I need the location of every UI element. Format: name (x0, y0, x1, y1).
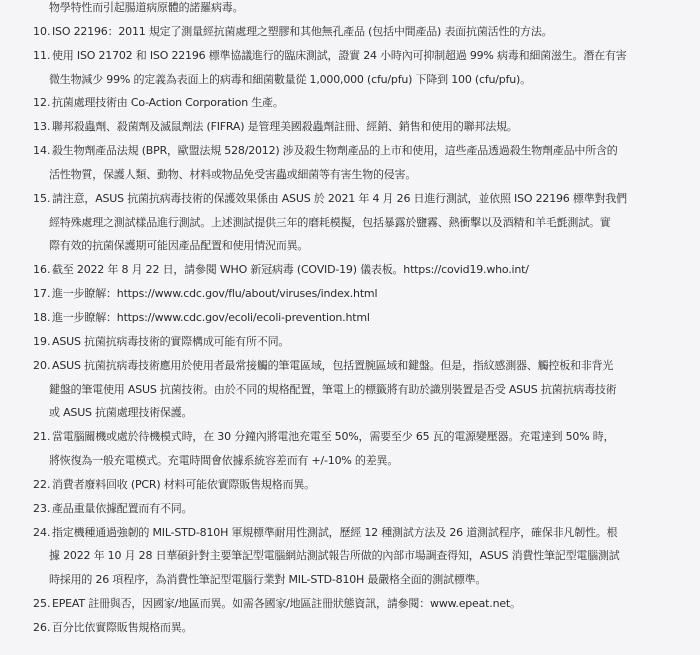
footnote-text: ISO 22196：2011 規定了測量經抗菌處理之塑膠和其他無孔產品 (包括中間產品) 表面抗菌活性的方法。 (52, 24, 553, 38)
footnote-item (0, 521, 700, 545)
footnote-text: 進一步瞭解：https://www.cdc.gov/flu/about/viruses/index.html (52, 287, 378, 301)
footnote-item-continuation (0, 234, 700, 258)
footnote-number: 11. (33, 48, 51, 62)
footnote-number: 25. (33, 597, 51, 611)
footnote-number: 26. (33, 620, 51, 634)
footnote-item-continuation (0, 163, 700, 187)
footnote-text: 將恢復為一般充電模式。充電時間會依據系統容差而有 +/-10% 的差異。 (49, 454, 399, 468)
footnote-item-continuation (0, 449, 700, 473)
footnote-item (0, 306, 700, 330)
footnote-text: 殺生物劑產品法規 (BPR，歐盟法規 528/2012) 涉及殺生物劑產品的上市和使用，這些產品透過殺生物劑產品中所含的 (52, 144, 618, 158)
footnote-text: 經特殊處理之測試樣品進行測試。上述測試提供三年的磨耗模擬，包括暴露於鹽霧、熱衝擊以及酒精和羊毛氈測試。實 (49, 215, 611, 229)
footnote-number: 19. (33, 334, 51, 348)
footnote-item (0, 115, 700, 139)
footnote-item-continuation (0, 544, 700, 568)
footnote-item (0, 20, 700, 44)
footnote-number: 16. (33, 263, 51, 277)
footnote-text: 使用 ISO 21702 和 ISO 22196 標準協議進行的臨床測試，證實 24 小時內可抑制超過 99% 病毒和細菌滋生。潛在有害 (52, 48, 627, 62)
footnote-item-continuation (0, 378, 700, 402)
footnote-text: 截至 2022 年 8 月 22 日，請參閱 WHO 新冠病毒 (COVID-19) 儀表板。https://covid19.who.int/ (52, 263, 529, 277)
footnote-number: 23. (33, 501, 51, 515)
footnote-text: EPEAT 註冊與否，因國家/地區而異。如需各國家/地區註冊狀態資訊，請參閱：www.epeat.net。 (52, 597, 521, 611)
footnote-item (0, 139, 700, 163)
footnote-text: 消費者廢料回收 (PCR) 材料可能依實際販售規格而異。 (52, 477, 315, 491)
footnote-item (0, 425, 700, 449)
footnote-text: 際有效的抗菌保護期可能因產品配置和使用情況而異。 (49, 239, 309, 253)
footnote-item (0, 91, 700, 115)
footnote-text: 微生物減少 99% 的定義為表面上的病毒和細菌數量從 1,000,000 (cfu/pfu) 下降到 100 (cfu/pfu)。 (49, 72, 531, 86)
footnote-number: 15. (33, 191, 51, 205)
footnote-text: ASUS 抗菌抗病毒技術的實際構成可能有所不同。 (52, 334, 290, 348)
footnote-item-continuation (0, 568, 700, 592)
footnote-item (0, 44, 700, 68)
footnote-text: 當電腦關機或處於待機模式時，在 30 分鐘內將電池充電至 50%，需要至少 65 瓦的電源變壓器。充電達到 50% 時， (52, 430, 615, 444)
footnote-item-continuation (0, 401, 700, 425)
footnote-text: 百分比依實際販售規格而異。 (52, 620, 193, 634)
footnote-text: 據 2022 年 10 月 28 日華碩針對主要筆記型電腦網站測試報告所做的內部市場調查得知，ASUS 消費性筆記型電腦測試 (49, 549, 620, 563)
footnote-number: 18. (33, 310, 51, 324)
footnote-number: 24. (33, 525, 51, 539)
footnote-text: 活性物質，保護人類、動物、材料或物品免受害蟲或細菌等有害生物的侵害。 (49, 167, 417, 181)
footnote-text: 請注意，ASUS 抗菌抗病毒技術的保護效果係由 ASUS 於 2021 年 4 月 26 日進行測試，並依照 ISO 22196 標準對我們 (52, 191, 627, 205)
footnote-text: 時採用的 26 項程序，為消費性筆記型電腦行業對 MIL-STD-810H 最嚴格全面的測試標準。 (49, 573, 487, 587)
footnote-text: 抗菌處理技術由 Co-Action Corporation 生產。 (52, 96, 284, 110)
footnote-continuation: 物學特性而引起腸道病原體的諾羅病毒。 (49, 1, 244, 14)
footnote-item (0, 282, 700, 306)
footnote-number: 21. (33, 430, 51, 444)
footnote-item (0, 497, 700, 521)
footnote-text: 或 ASUS 抗菌處理技術保護。 (49, 406, 193, 420)
footnote-item (0, 187, 700, 211)
footnote-number: 20. (33, 358, 51, 372)
footnote-item (0, 354, 700, 378)
footnote-item-continuation (0, 211, 700, 235)
footnote-item (0, 592, 700, 616)
footnote-item (0, 330, 700, 354)
footnote-text: 指定機種通過強韌的 MIL-STD-810H 軍規標準耐用性測試，歷經 12 種測試方法及 26 道測試程序，確保非凡韌性。根 (52, 525, 618, 539)
footnote-item (0, 473, 700, 497)
footnote-number: 13. (33, 120, 51, 134)
footnote-item (0, 258, 700, 282)
footnote-text: 進一步瞭解：https://www.cdc.gov/ecoli/ecoli-prevention.html (52, 310, 370, 324)
footnote-number: 14. (33, 144, 51, 158)
footnote-number: 22. (33, 477, 51, 491)
footnote-text: ASUS 抗菌抗病毒技術應用於使用者最常接觸的筆電區域，包括置腕區域和鍵盤。但是，指紋感測器、觸控板和非背光 (52, 358, 614, 372)
footnote-text: 聯邦殺蟲劑、殺菌劑及滅鼠劑法 (FIFRA) 是管理美國殺蟲劑註冊、經銷、銷售和使用的聯邦法規。 (52, 120, 518, 134)
footnote-text: 產品重量依據配置而有不同。 (52, 501, 193, 515)
footnote-item-continuation (0, 68, 700, 92)
footnote-text: 鍵盤的筆電使用 ASUS 抗菌技術。由於不同的規格配置，筆電上的標籤將有助於識別裝置是否受 ASUS 抗菌抗病毒技術 (49, 382, 617, 396)
footnote-number: 10. (33, 24, 51, 38)
footnote-item (0, 616, 700, 640)
footnote-number: 17. (33, 287, 51, 301)
footnote-number: 12. (33, 96, 51, 110)
